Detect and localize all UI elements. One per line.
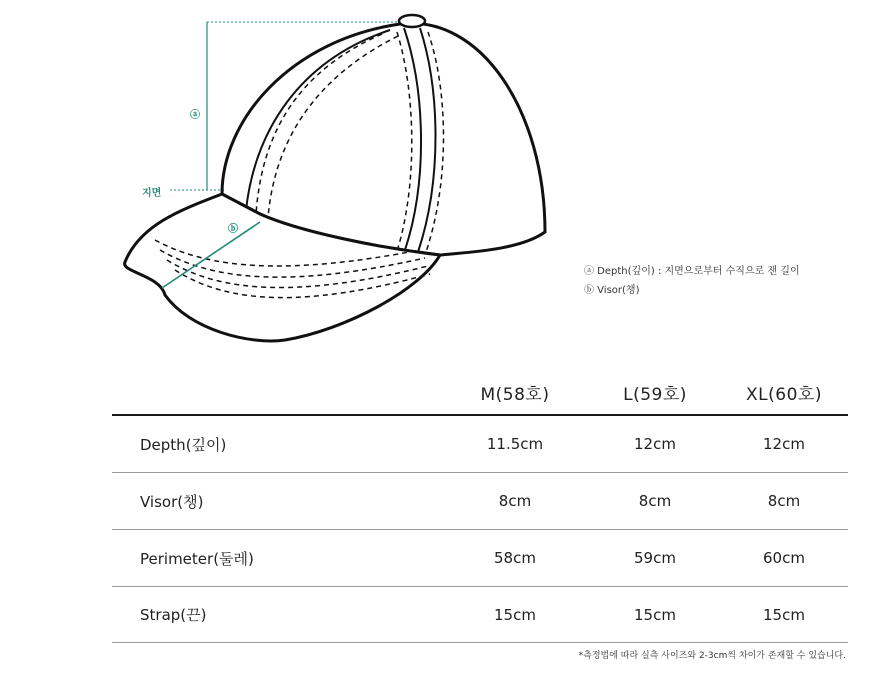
cap-visor	[125, 194, 440, 341]
marker-a: ⓐ	[190, 110, 200, 121]
cell-xl: 60cm	[763, 549, 805, 567]
header-xl: XL(60호)	[746, 384, 822, 405]
legend-visor: ⓑ Visor(챙)	[584, 285, 640, 296]
side-seam	[246, 30, 390, 210]
cell-xl: 12cm	[763, 435, 805, 453]
cell-m: 11.5cm	[486, 435, 544, 453]
cell-l: 8cm	[638, 492, 672, 510]
cell-m: 8cm	[498, 492, 532, 510]
cell-m: 58cm	[494, 549, 536, 567]
header-m: M(58호)	[480, 384, 550, 405]
table-row	[112, 416, 848, 473]
legend-depth: ⓐ Depth(깊이) : 지면으로부터 수직으로 잰 길이	[584, 266, 800, 277]
diagram-legend	[584, 262, 800, 300]
table-row	[112, 530, 848, 587]
header-l: L(59호)	[623, 384, 687, 405]
ground-label: 지면	[142, 188, 162, 199]
size-table	[112, 370, 848, 643]
footnote: *측정법에 따라 실측 사이즈와 2-3cm씩 차이가 존재할 수 있습니다.	[578, 651, 846, 661]
cell-xl: 15cm	[763, 605, 805, 624]
cell-l: 15cm	[634, 605, 676, 624]
cell-xl: 8cm	[767, 492, 801, 510]
table-row	[112, 587, 848, 643]
row-label: Depth(깊이)	[140, 435, 227, 454]
table-header-row	[112, 370, 848, 416]
stitch-4	[268, 36, 398, 218]
table-row	[112, 473, 848, 530]
cell-l: 59cm	[634, 549, 676, 567]
cell-l: 12cm	[634, 435, 676, 453]
cell-m: 15cm	[494, 605, 536, 624]
row-label: Strap(끈)	[140, 606, 207, 624]
stitch-3	[256, 34, 382, 214]
row-label: Perimeter(둘레)	[140, 549, 254, 568]
stitch-1	[397, 32, 412, 248]
row-label: Visor(챙)	[140, 492, 204, 511]
marker-b: ⓑ	[228, 224, 238, 235]
cap-button	[399, 15, 425, 27]
